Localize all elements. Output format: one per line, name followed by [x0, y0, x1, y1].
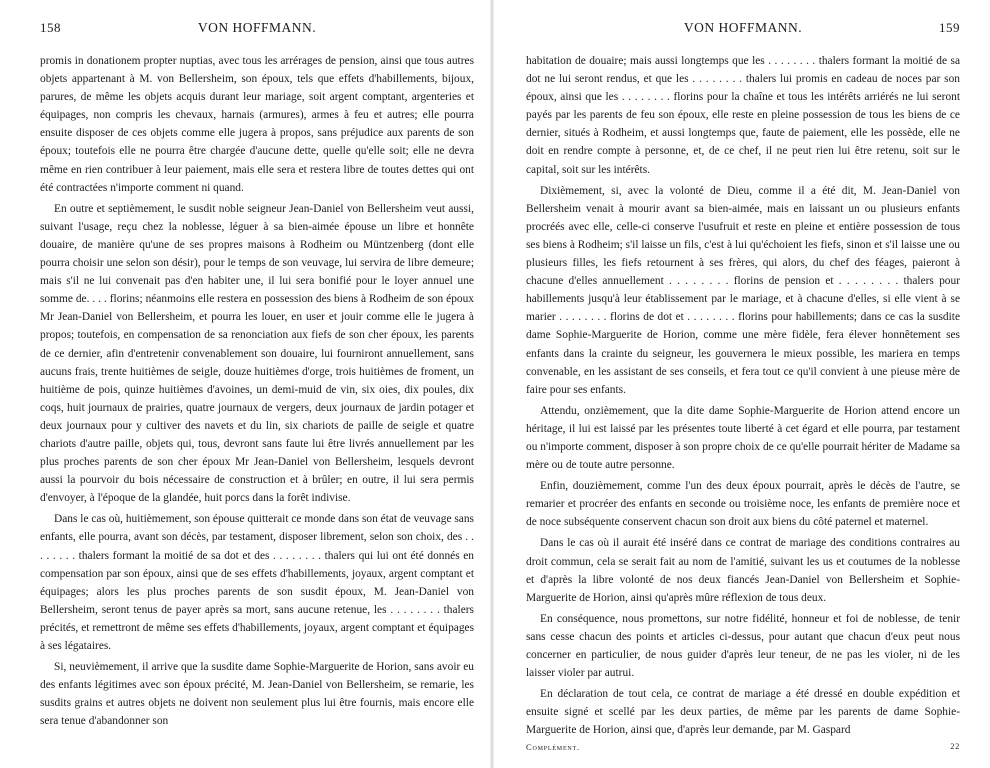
left-paragraph-1: promis in donationem propter nuptias, avec tous les arrérages de pension, ainsi que tous autres objets appartenant à M. von Bellersheim, son époux, tels que effets d'habillements, bijoux, parures, de même les objets acquis durant leur mariage, soit argent comptant, argenteries et équipages, non compris les chevaux, harnais (armures), armes à feu et autres; elle pourra ensuite disposer de ces objets comme elle jugera à propos, sans préjudice aux parents de son époux; toutefois elle ne pourra être chargée d'aucune dette, quelle qu'elle soit; elle ne devra même en rien contribuer à leur paiement, mais elle sera et restera libre de toutes dettes qui ont été contractées n'importe comment ni quand. — [40, 55, 474, 194]
signature-footer — [526, 742, 960, 756]
left-page — [0, 0, 488, 768]
left-paragraph-4: Si, neuvièmement, il arrive que la susdite dame Sophie-Marguerite de Horion, sans avoir eu des enfants légitimes avec son époux précité, M. Jean-Daniel von Bellersheim, se remarie, les susdits grains et autres objets ne doivent non seulement plus lui être fournis, mais encore elle sera tenue d'abandonner son — [40, 661, 474, 728]
right-page-number: 159 — [939, 20, 960, 35]
signature-number: 22 — [950, 742, 960, 751]
right-paragraph-3: Attendu, onzièmement, que la dite dame Sophie-Marguerite de Horion attend encore un héritage, il lui est laissé par les présentes toute liberté à cet égard et elle pourra, par testament ou n'importe comment, disposer à son propre choix de ce qu'elle pourrait hériter de Madame sa mère ou de toute autre personne. — [526, 404, 960, 472]
left-running-title: VON HOFFMANN. — [197, 20, 317, 35]
right-paragraph-1: habitation de douaire; mais aussi longtemps que les . . . . . . . . thalers formant la moitié de sa dot ne lui seront rendus, et que les . . . . . . . . thalers lui promis en cadeau de noces par son époux, ainsi que les . . . . . . . . florins pour la chaîne et tous les intérêts arriérés ne lui seront payés par les parents de feu son époux, elle reste en pleine possession de tous les biens de ce dernier, situés à Rodheim, et aussi longtemps que, faute de paiement, elle les possède, elle ne doit en rendre compte à personne, et, de ce chef, il ne peut rien lui être retenu, soit sur le capital, soit sur les intérêts. — [526, 55, 960, 176]
signature-mark: Complément. — [526, 742, 580, 752]
right-running-head — [526, 20, 960, 44]
right-paragraph-2: Dixièmement, si, avec la volonté de Dieu, comme il a été dit, M. Jean-Daniel von Bellersheim venait à mourir avant sa bien-aimée, mais en laissant un ou plusieurs enfants procréés avec elle, celle-ci conserve l'usufruit et reste en pleine et entière possession de tous ses biens à Rodheim; s'il laisse un fils, c'est à lui qu'échoient les fiefs, sinon et s'il laisse une ou plusieurs filles, les fiefs retournent à ses frères, qui alors, du chef des féages, paieront à chacune d'elles annuellement . . . . . . . . florins de pension et . . . . . . . . thalers pour habillements jusqu'à leur établissement par le mariage, et à chacune d'elles, si elle vient à se marier . . . . . . . . florins de dot et . . . . . . . . florins pour habillements; dans ce cas la susdite dame Sophie-Marguerite de Horion, comme une mère fidèle, fera élever honnêtement ses enfants dans la crainte du seigneur, les gouvernera le mieux possible, les mariera en temps convenable, en les assistant de ses conseils, et fera tout ce qu'il convient à une pieuse mère de faire pour ses enfants. — [526, 184, 960, 396]
left-running-head — [40, 20, 474, 44]
right-page — [496, 0, 990, 768]
right-paragraph-6: En conséquence, nous promettons, sur notre fidélité, honneur et foi de noblesse, de tenir sans cesse chacun des points et articles ci-dessus, pour autant que chacun d'eux peut nous concerner en particulier, de nous guider d'après leur teneur, de ne pas les violer, ni de les laisser violer par autrui. — [526, 612, 960, 680]
left-paragraph-2: En outre et septièmement, le susdit noble seigneur Jean-Daniel von Bellersheim veut aussi, suivant l'usage, reçu chez la noblesse, léguer à sa bien-aimée épouse un libre et honnête douaire, de manière qu'une de ses propres maisons à Rodheim ou Müntzenberg (dont elle pourra choisir une selon son désir), pour le temps de son veuvage, lui servira de libre demeure; mais s'il ne lui convenait pas d'en habiter une, il lui sera bonifié pour le loyer annuel une somme de. . . . florins; néanmoins elle restera en possession des biens à Rodheim de son époux Mr Jean-Daniel von Bellersheim, et pourra les louer, en user et jouir comme elle le jugera à propos; toutefois, en compensation de sa renonciation aux fiefs de son cher époux, les parents de ce dernier, afin d'entretenir convenablement son douaire, lui fourniront annuellement, sans aucuns frais, trente huitièmes de seigle, douze huitièmes d'orge, trois huitièmes de froment, un huitième de pois, quinze huitièmes d'avoines, un demi-muid de vin, six oies, dix poules, dix coqs, huit journaux de prairies, quatre journaux de vergers, deux journaux de jardin potager et deux journaux pour y cultiver des navets et du lin, six chariots de paille de seigle et quatre chariots d'autre paille, objets qui, tous, devront sans faute lui être livrés annuellement par les plus proches parents de son cher époux Mr Jean-Daniel von Bellersheim, lesquels devront aussi la pourvoir du bois nécessaire de construction et à brûler; en outre, il lui sera permis d'envoyer, à l'époque de la glandée, huit porcs dans la forêt indivise. — [40, 202, 474, 505]
right-paragraph-5: Dans le cas où il aurait été inséré dans ce contrat de mariage des conditions contraires au droit commun, cela se serait fait au nom de l'amitié, suivant les us et coutumes de la noblesse et d'après la libre volonté de nos deux fiancés Jean-Daniel von Bellersheim et Sophie-Marguerite de Horion, ainsi qu'après mûre réflexion de tous deux. — [526, 537, 960, 604]
right-running-title: VON HOFFMANN. — [683, 20, 803, 35]
left-page-number: 158 — [40, 20, 61, 35]
right-paragraph-7: En déclaration de tout cela, ce contrat de mariage a été dressé en double expédition et ensuite signé et scellé par les deux parties, de même par les parents de dame Sophie-Marguerite de Horion, ainsi que, d'après leur demande, par M. Gaspard — [526, 688, 960, 737]
right-paragraph-4: Enfin, douzièmement, comme l'un des deux époux pourrait, après le décès de l'autre, se remarier et procréer des enfants en seconde ou troisième noce, les enfants de première noce et de noce subséquente conservent chacun son droit aux biens du côté paternel et maternel. — [526, 480, 960, 529]
book-gutter — [490, 0, 494, 768]
left-paragraph-3: Dans le cas où, huitièmement, son épouse quitterait ce monde dans son état de veuvage sans enfants, elle pourra, avant son décès, par testament, disposer librement, selon son choix, des . . . . . . . . thalers formant la moitié de sa dot et des . . . . . . . . thalers qui lui ont été donnés en compensation par son époux, ainsi que de ses effets d'habillements, joyaux, argent comptant et équipages; alors les plus proches parents de son susdit époux, M. Jean-Daniel von Bellersheim, seront tenus de payer après sa mort, sans aucune retenue, les . . . . . . . . thalers précités, et remettront de même ses effets d'habillements, joyaux, argent comptant et équipages à ses légataires. — [40, 513, 474, 652]
